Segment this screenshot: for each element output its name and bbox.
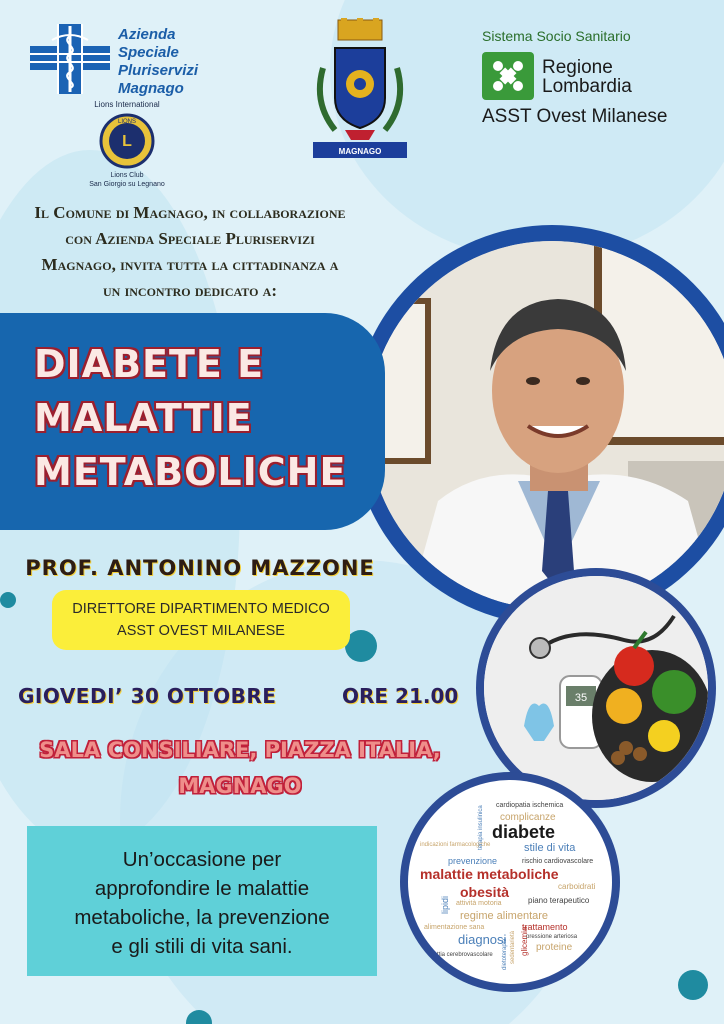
decorative-dot: [678, 970, 708, 1000]
word-cloud-word: piano terapeutico: [528, 896, 590, 905]
word-cloud-word: terapia insulinica: [478, 805, 484, 850]
word-cloud: [408, 780, 612, 984]
svg-text:MAGNAGO: MAGNAGO: [338, 147, 382, 156]
venue-line: MAGNAGO: [178, 774, 302, 798]
regione-emblem-icon: [482, 52, 534, 100]
word-cloud-word: indicazioni farmacologiche: [420, 842, 491, 848]
word-cloud-word: carboidrati: [558, 882, 596, 891]
intro-line: un incontro dedicato a:: [103, 281, 277, 300]
lions-club-line: Lions Club: [110, 172, 144, 179]
svg-text:L: L: [122, 133, 132, 150]
intro-line: Magnago, invita tutta la cittadinanza a: [41, 255, 339, 274]
description-line: Un’occasione per: [122, 848, 282, 871]
word-cloud-word: diagnosi: [458, 932, 507, 947]
magnago-crest-icon: [305, 18, 415, 163]
word-cloud-word: dietoterapia: [502, 938, 508, 970]
azienda-name-line: Azienda: [118, 26, 176, 43]
regione-name-line: Lombardia: [542, 76, 632, 97]
healthy-food-stethoscope-icon: [484, 576, 708, 800]
event-venue: [10, 732, 470, 804]
word-cloud-word: rischio cardiovascolare: [522, 858, 594, 865]
lions-international-label: Lions International: [94, 100, 160, 109]
azienda-name-line: Pluriservizi: [118, 62, 199, 79]
regione-asst-label: ASST Ovest Milanese: [482, 106, 668, 127]
word-cloud-word: lipidi: [440, 895, 450, 914]
lions-badge-icon: [99, 113, 155, 169]
word-cloud-word: malattie metaboliche: [420, 866, 559, 882]
event-time: ORE 21.00: [342, 684, 459, 708]
health-image: [484, 576, 708, 800]
speaker-role-line: ASST OVEST MILANESE: [117, 623, 285, 639]
medical-cross-icon: [30, 24, 110, 94]
description-line: approfondire le malattie: [94, 877, 310, 900]
regione-logo: [482, 52, 534, 100]
word-cloud-word: regime alimentare: [460, 910, 549, 922]
azienda-name-line: Magnago: [118, 80, 184, 97]
description-line: metaboliche, la prevenzione: [74, 906, 330, 929]
speaker-role-line: DIRETTORE DIPARTIMENTO MEDICO: [72, 601, 330, 617]
venue-line: SALA CONSILIARE, PIAZZA ITALIA,: [39, 738, 441, 762]
title-line: MALATTIE: [34, 396, 253, 440]
description-text: [35, 845, 369, 961]
regione-name-line: Regione: [542, 57, 613, 78]
word-cloud-word: proteine: [536, 942, 573, 953]
intro-line: con Azienda Speciale Pluriservizi: [65, 229, 315, 248]
speaker-role: [52, 598, 350, 642]
title-line: DIABETE E: [34, 342, 265, 386]
decorative-dot: [0, 592, 16, 608]
intro-line: Il Comune di Magnago, in collaborazione: [34, 203, 346, 222]
speaker-name: PROF. ANTONINO MAZZONE: [25, 556, 375, 580]
description-line: e gli stili di vita sani.: [111, 935, 293, 958]
word-cloud-word: obesità: [460, 884, 510, 900]
word-cloud-word: alimentazione sana: [424, 924, 485, 931]
word-cloud-word: glicemia: [520, 926, 529, 956]
word-cloud-word: trattamento: [522, 922, 568, 932]
azienda-name: [118, 26, 198, 98]
word-cloud-word: malattia cerebrovascolare: [424, 952, 493, 958]
azienda-logo: [30, 20, 210, 110]
event-title: [34, 337, 346, 499]
svg-text:LIONS: LIONS: [117, 119, 137, 125]
word-cloud-word: pressione arteriosa: [526, 934, 578, 940]
word-cloud-word: cardiopatia ischemica: [496, 802, 564, 809]
word-cloud-word: attività motoria: [456, 900, 502, 907]
speaker-photo: [368, 241, 724, 609]
word-cloud-word: sedentarietà: [510, 930, 516, 964]
word-cloud-word: prevenzione: [448, 856, 498, 866]
event-date: GIOVEDI’ 30 OTTOBRE: [18, 684, 277, 708]
svg-text:35: 35: [574, 692, 588, 704]
lions-club-label: [72, 171, 182, 189]
word-cloud-word: diabete: [492, 822, 556, 842]
word-cloud-word: stile di vita: [524, 842, 576, 854]
lions-logo: [72, 100, 182, 189]
lions-club-line: San Giorgio su Legnano: [89, 181, 165, 188]
regione-name: [542, 58, 632, 96]
regione-top-label: Sistema Socio Sanitario: [482, 28, 631, 44]
intro-text: [10, 200, 370, 304]
doctor-portrait-icon: [368, 241, 724, 609]
azienda-name-line: Speciale: [118, 44, 179, 61]
word-cloud-word: complicanze: [500, 812, 556, 823]
title-line: METABOLICHE: [34, 450, 347, 494]
